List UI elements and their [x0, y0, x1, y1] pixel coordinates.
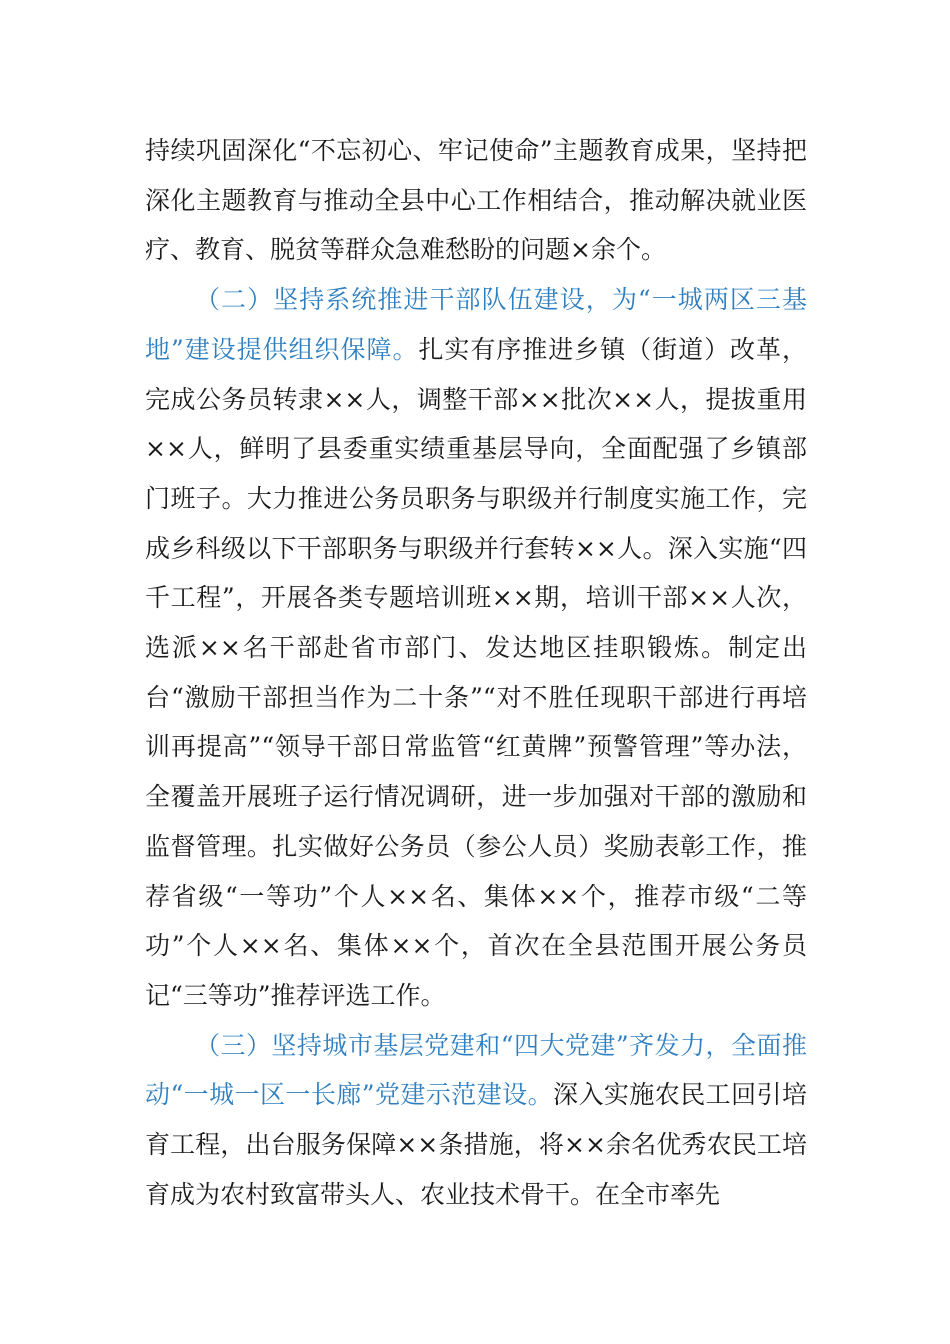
paragraph-body: 深入实施农民工回引培育工程，出台服务保障××条措施，将××余名优秀农民工培育成为农村致富带头人、农业技术骨干。在全市率先	[145, 1080, 807, 1209]
paragraph-section-2	[145, 275, 807, 1021]
paragraph-body: 持续巩固深化“不忘初心、牢记使命”主题教育成果，坚持把深化主题教育与推动全县中心工作相结合，推动解决就业医疗、教育、脱贫等群众急难愁盼的问题×余个。	[145, 136, 807, 265]
paragraph-continuation	[145, 126, 807, 275]
document-page	[145, 126, 807, 1219]
section-heading: （三）坚持城市基层党建和“四大党建”齐发力，全面推动“一城一区一长廊”党建示范建设。	[145, 1030, 807, 1110]
paragraph-body: 扎实有序推进乡镇（街道）改革，完成公务员转隶××人，调整干部××批次××人，提拔重用××人，鲜明了县委重实绩重基层导向，全面配强了乡镇部门班子。大力推进公务员职务与职级并行制度实施工作，完成乡科级以下干部职务与职级并行套转××人。深入实施“四千工程”，开展各类专题培训班××期，培训干部××人次，选派××名干部赴省市部门、发达地区挂职锻炼。制定出台“激励干部担当作为二十条”“对不胜任现职干部进行再培训再提高”“领导干部日常监管“红黄牌”预警管理”等办法，全覆盖开展班子运行情况调研，进一步加强对干部的激励和监督管理。扎实做好公务员（参公人员）奖励表彰工作，推荐省级“一等功”个人××名、集体××个，推荐市级“二等功”个人××名、集体××个，首次在全县范围开展公务员记“三等功”推荐评选工作。	[145, 334, 807, 1010]
paragraph-section-3	[145, 1021, 807, 1220]
section-heading: （二）坚持系统推进干部队伍建设，为“一城两区三基地”建设提供组织保障。	[145, 285, 807, 364]
